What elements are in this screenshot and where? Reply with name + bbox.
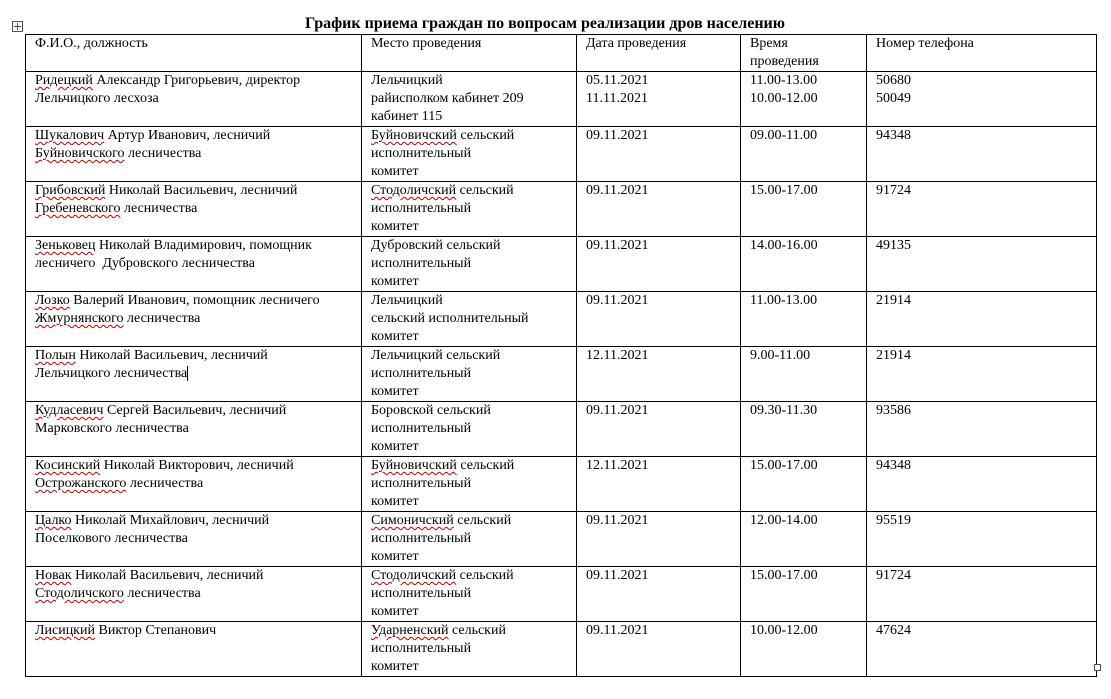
place-cell[interactable]: Буйновичский сельский исполнительный комитет bbox=[362, 457, 577, 512]
name-cell[interactable]: Полын Николай Васильевич, лесничий Лельчицкого лесничества bbox=[26, 347, 362, 402]
table-row bbox=[26, 72, 1097, 127]
time-cell[interactable]: 12.00-14.00 bbox=[741, 512, 867, 567]
name-cell[interactable]: Грибовский Николай Васильевич, лесничий Гребеневского лесничества bbox=[26, 182, 362, 237]
name-cell[interactable]: Кудласевич Сергей Васильевич, лесничий Марковского лесничества bbox=[26, 402, 362, 457]
time-cell[interactable]: 11.00-13.00 bbox=[741, 292, 867, 347]
time-cell[interactable]: 15.00-17.00 bbox=[741, 567, 867, 622]
place-cell[interactable]: Стодоличский сельский исполнительный комитет bbox=[362, 567, 577, 622]
name-cell[interactable]: Лисицкий Виктор Степанович bbox=[26, 622, 362, 677]
place-cell[interactable]: Симоничский сельский исполнительный комитет bbox=[362, 512, 577, 567]
date-cell[interactable]: 05.11.2021 11.11.2021 bbox=[577, 72, 741, 127]
phone-cell[interactable]: 93586 bbox=[867, 402, 1097, 457]
time-cell[interactable]: 14.00-16.00 bbox=[741, 237, 867, 292]
name-cell[interactable]: Лозко Валерий Иванович, помощник лесничего Жмурнянского лесничества bbox=[26, 292, 362, 347]
phone-cell[interactable]: 95519 bbox=[867, 512, 1097, 567]
place-cell[interactable]: Стодоличский сельский исполнительный комитет bbox=[362, 182, 577, 237]
table-row bbox=[26, 457, 1097, 512]
phone-cell[interactable]: 47624 bbox=[867, 622, 1097, 677]
name-cell[interactable]: Новак Николай Васильевич, лесничий Стодоличского лесничества bbox=[26, 567, 362, 622]
table-row bbox=[26, 127, 1097, 182]
table-row bbox=[26, 567, 1097, 622]
place-cell[interactable]: Лельчицкий сельский исполнительный комитет bbox=[362, 347, 577, 402]
phone-cell[interactable]: 91724 bbox=[867, 182, 1097, 237]
date-cell[interactable]: 09.11.2021 bbox=[577, 622, 741, 677]
place-cell[interactable]: Боровской сельский исполнительный комитет bbox=[362, 402, 577, 457]
header-time[interactable]: Время проведения bbox=[741, 35, 867, 72]
place-cell[interactable]: Дубровский сельский исполнительный комитет bbox=[362, 237, 577, 292]
header-phone[interactable]: Номер телефона bbox=[867, 35, 1097, 72]
phone-cell[interactable]: 21914 bbox=[867, 292, 1097, 347]
time-cell[interactable]: 10.00-12.00 bbox=[741, 622, 867, 677]
place-cell[interactable]: Лельчицкий райисполком кабинет 209 кабинет 115 bbox=[362, 72, 577, 127]
name-cell[interactable]: Цалко Николай Михайлович, лесничий Поселкового лесничества bbox=[26, 512, 362, 567]
date-cell[interactable]: 09.11.2021 bbox=[577, 292, 741, 347]
name-cell[interactable]: Косинский Николай Викторович, лесничий Острожанского лесничества bbox=[26, 457, 362, 512]
table-row bbox=[26, 182, 1097, 237]
date-cell[interactable]: 09.11.2021 bbox=[577, 237, 741, 292]
table-row bbox=[26, 402, 1097, 457]
table-resize-handle[interactable] bbox=[1094, 664, 1101, 671]
date-cell[interactable]: 09.11.2021 bbox=[577, 512, 741, 567]
phone-cell[interactable]: 21914 bbox=[867, 347, 1097, 402]
date-cell[interactable]: 09.11.2021 bbox=[577, 402, 741, 457]
table-row bbox=[26, 347, 1097, 402]
phone-cell[interactable]: 94348 bbox=[867, 127, 1097, 182]
table-row bbox=[26, 292, 1097, 347]
time-cell[interactable]: 09.30-11.30 bbox=[741, 402, 867, 457]
time-cell[interactable]: 09.00-11.00 bbox=[741, 127, 867, 182]
name-cell[interactable]: Зеньковец Николай Владимирович, помощник лесничего Дубровского лесничества bbox=[26, 237, 362, 292]
place-cell[interactable]: Буйновичский сельский исполнительный комитет bbox=[362, 127, 577, 182]
text-cursor bbox=[187, 366, 188, 381]
place-cell[interactable]: Лельчицкий сельский исполнительный комитет bbox=[362, 292, 577, 347]
schedule-table bbox=[25, 34, 1097, 677]
date-cell[interactable]: 09.11.2021 bbox=[577, 182, 741, 237]
phone-cell[interactable]: 50680 50049 bbox=[867, 72, 1097, 127]
name-cell[interactable]: Шукалович Артур Иванович, лесничий Буйновичского лесничества bbox=[26, 127, 362, 182]
header-date[interactable]: Дата проведения bbox=[577, 35, 741, 72]
time-cell[interactable]: 15.00-17.00 bbox=[741, 182, 867, 237]
place-cell[interactable]: Ударненский сельский исполнительный комитет bbox=[362, 622, 577, 677]
header-name[interactable]: Ф.И.О., должность bbox=[26, 35, 362, 72]
phone-cell[interactable]: 49135 bbox=[867, 237, 1097, 292]
date-cell[interactable]: 12.11.2021 bbox=[577, 457, 741, 512]
date-cell[interactable]: 12.11.2021 bbox=[577, 347, 741, 402]
date-cell[interactable]: 09.11.2021 bbox=[577, 567, 741, 622]
time-cell[interactable]: 9.00-11.00 bbox=[741, 347, 867, 402]
table-row bbox=[26, 512, 1097, 567]
phone-cell[interactable]: 91724 bbox=[867, 567, 1097, 622]
time-cell[interactable]: 15.00-17.00 bbox=[741, 457, 867, 512]
header-place[interactable]: Место проведения bbox=[362, 35, 577, 72]
phone-cell[interactable]: 94348 bbox=[867, 457, 1097, 512]
document-title: График приема граждан по вопросам реализации дров населению bbox=[305, 15, 785, 32]
name-cell[interactable]: Ридецкий Александр Григорьевич, директор Лельчицкого лесхоза bbox=[26, 72, 362, 127]
table-row bbox=[26, 237, 1097, 292]
time-cell[interactable]: 11.00-13.00 10.00-12.00 bbox=[741, 72, 867, 127]
date-cell[interactable]: 09.11.2021 bbox=[577, 127, 741, 182]
table-header-row bbox=[26, 35, 1097, 72]
table-row bbox=[26, 622, 1097, 677]
